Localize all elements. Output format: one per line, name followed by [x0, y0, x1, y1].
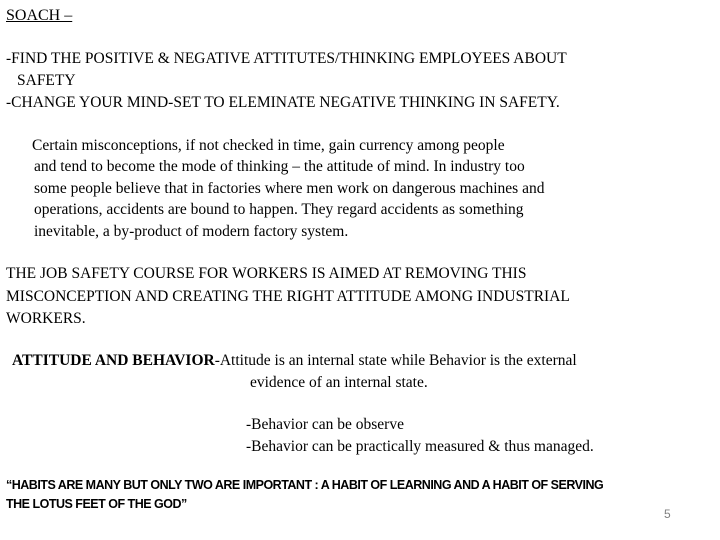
attitude-definition-continued: evidence of an internal state. [250, 374, 428, 391]
attitude-heading: ATTITUDE AND BEHAVIOR [12, 352, 215, 369]
behavior-point: -Behavior can be observe [246, 416, 404, 433]
attitude-definition-text: -Attitude is an internal state while Behavior is the external [214, 352, 577, 369]
course-line: MISCONCEPTION AND CREATING THE RIGHT ATTITUDE AMONG INDUSTRIAL [6, 288, 570, 305]
course-line: WORKERS. [6, 310, 86, 327]
slide-title: SOACH – [6, 7, 73, 24]
course-line: THE JOB SAFETY COURSE FOR WORKERS IS AIMED AT REMOVING THIS [6, 265, 527, 282]
paragraph-line: some people believe that in factories where men work on dangerous machines and [34, 180, 545, 197]
quote-line: “HABITS ARE MANY BUT ONLY TWO ARE IMPORTANT : A HABIT OF LEARNING AND A HABIT OF SERVING [6, 478, 604, 492]
quote-line: THE LOTUS FEET OF THE GOD” [6, 497, 187, 511]
page-number: 5 [664, 507, 671, 521]
paragraph-line: and tend to become the mode of thinking – the attitude of mind. In industry too [34, 158, 525, 175]
attitude-definition [12, 351, 577, 371]
paragraph-line: inevitable, a by-product of modern factory system. [34, 223, 349, 240]
habits-quote [6, 476, 712, 514]
paragraph-line: operations, accidents are bound to happen. They regard accidents as something [34, 201, 524, 218]
directive-line-3: -CHANGE YOUR MIND-SET TO ELEMINATE NEGATIVE THINKING IN SAFETY. [6, 94, 560, 111]
directive-line-2: SAFETY [17, 72, 76, 89]
directive-line-1: -FIND THE POSITIVE & NEGATIVE ATTITUTES/THINKING EMPLOYEES ABOUT [6, 50, 567, 67]
paragraph-line: Certain misconceptions, if not checked in time, gain currency among people [32, 137, 505, 154]
behavior-point: -Behavior can be practically measured & thus managed. [246, 438, 594, 455]
